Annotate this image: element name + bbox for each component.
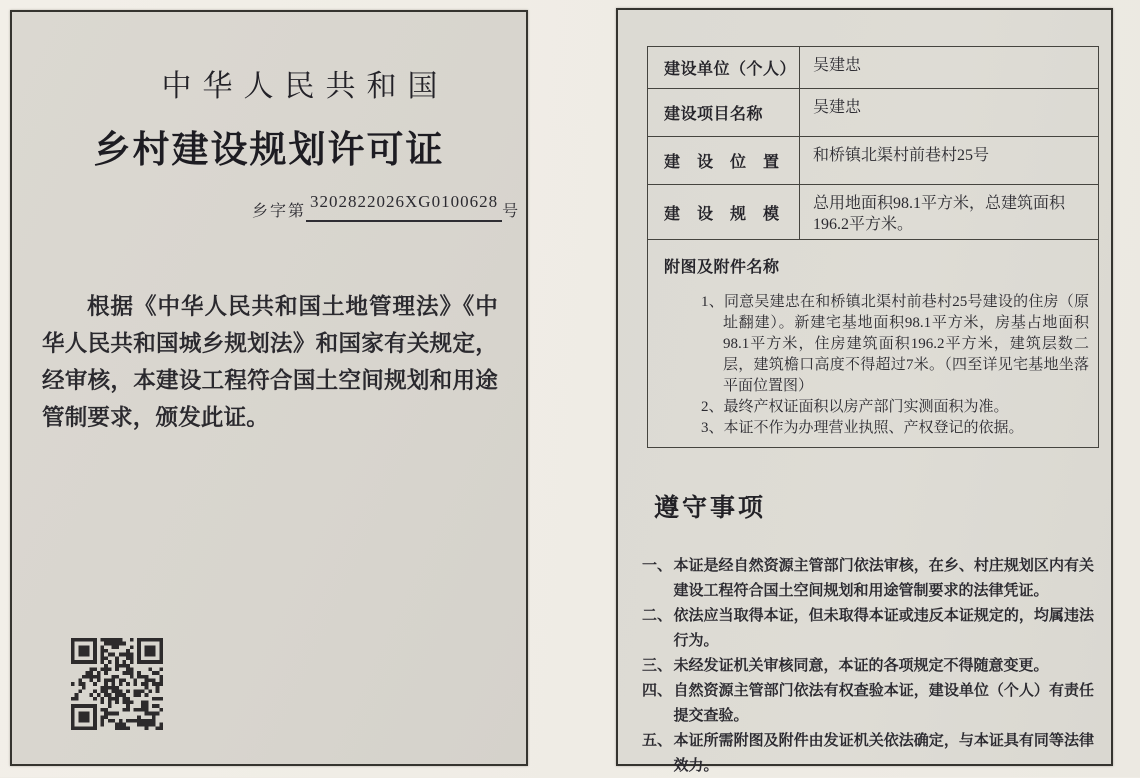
serial-number-line: [252, 192, 526, 222]
table-row: [648, 47, 1099, 89]
compliance-item: [642, 603, 1094, 653]
row-label: 建设项目名称: [648, 89, 800, 137]
row-label: 建 设 规 模: [648, 185, 800, 240]
table-row: [648, 89, 1099, 137]
item-number: 二、: [642, 607, 673, 624]
compliance-list: [642, 553, 1094, 778]
country-name: 中华人民共和国: [161, 70, 449, 103]
item-text: 自然资源主管部门依法有权查验本证，建设单位（个人）有责任提交查验。: [673, 682, 1094, 724]
certificate-title: 乡村建设规划许可证: [93, 129, 445, 170]
item-number: 一、: [642, 557, 673, 574]
item-text: 本证所需附图及附件由发证机关依法确定，与本证具有同等法律效力。: [673, 732, 1094, 774]
serial-number: 3202822026XG0100628: [306, 192, 502, 222]
table-row: [648, 137, 1099, 185]
attachments-notes: [701, 292, 1089, 439]
row-value: 吴建忠: [800, 89, 1099, 137]
compliance-item: [642, 653, 1094, 678]
item-text: 依法应当取得本证，但未取得本证或违反本证规定的，均属违法行为。: [673, 607, 1094, 649]
attachments-title: 附图及附件名称: [664, 259, 780, 276]
item-number: 三、: [642, 657, 673, 674]
serial-prefix: 乡字第: [252, 202, 307, 220]
permit-cover-page: [10, 10, 528, 766]
row-label: 建设单位（个人）: [648, 47, 800, 89]
row-label: 建 设 位 置: [648, 137, 800, 185]
compliance-item: [642, 553, 1094, 603]
item-text: 本证是经自然资源主管部门依法审核，在乡、村庄规划区内有关建设工程符合国土空间规划和用途管制要求的法律凭证。: [673, 557, 1094, 599]
issuance-statement: 根据《中华人民共和国土地管理法》《中华人民共和国城乡规划法》和国家有关规定，经审核，本建设工程符合国土空间规划和用途管制要求，颁发此证。: [42, 293, 498, 430]
attachment-note: 3、本证不作为办理营业执照、产权登记的依据。: [701, 420, 1024, 436]
table-row: [648, 185, 1099, 240]
permit-details-page: [616, 8, 1113, 774]
row-value: 和桥镇北渠村前巷村25号: [800, 137, 1099, 185]
permit-info-table: [647, 46, 1099, 448]
row-value: 总用地面积98.1平方米，总建筑面积196.2平方米。: [800, 185, 1099, 240]
item-number: 四、: [642, 682, 673, 699]
qr-code-icon: [71, 638, 163, 730]
item-number: 五、: [642, 732, 673, 749]
item-text: 未经发证机关审核同意，本证的各项规定不得随意变更。: [673, 657, 1049, 674]
compliance-item: [642, 728, 1094, 778]
attachments-row: [648, 240, 1099, 448]
compliance-title: 遵守事项: [654, 494, 767, 522]
serial-suffix: 号: [502, 202, 521, 220]
compliance-item: [642, 678, 1094, 728]
row-value: 吴建忠: [800, 47, 1099, 89]
attachment-note: 1、同意吴建忠在和桥镇北渠村前巷村25号建设的住房（原址翻建）。新建宅基地面积98.1平方米，房基占地面积98.1平方米，住房建筑面积196.2平方米，建筑层数二层，建筑檐口高度不得超过7米。（四至详见宅基地坐落平面位置图）: [701, 294, 1089, 394]
attachment-note: 2、最终产权证面积以房产部门实测面积为准。: [701, 399, 1009, 415]
